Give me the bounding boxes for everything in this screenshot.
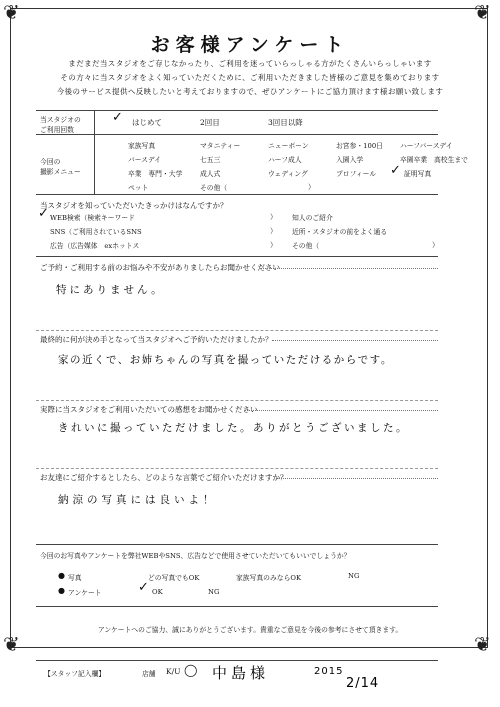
q6-survey-option-ok[interactable]: OK [152, 588, 163, 596]
q2-question: ご予約・ご利用する前のお悩みや不安がありましたらお聞かせください [40, 263, 280, 272]
bullet-icon: ● [58, 571, 65, 580]
rule [36, 330, 438, 331]
close-paren: ） [432, 241, 439, 249]
usage-option-second[interactable]: 2回目 [200, 118, 220, 127]
q6-photo-option-ng[interactable]: NG [348, 572, 360, 580]
q4-question: 実際に当スタジオをご利用いただいての感想をお聞かせください [40, 405, 258, 414]
staff-label: 【スタッフ記入欄】 [44, 670, 106, 678]
menu-option-other[interactable]: その他（ [200, 184, 228, 192]
rule [244, 410, 438, 411]
ornament-bottom-left: ❦ [3, 632, 20, 656]
rule [276, 478, 438, 479]
menu-option[interactable]: 成人式 [200, 170, 221, 178]
check-mark-icon: ✓ [112, 110, 123, 125]
rule [36, 400, 438, 401]
menu-option[interactable]: ペット [128, 184, 149, 192]
q2-answer: 特にありません。 [56, 284, 165, 296]
closing-message: アンケートへのご協力、誠にありがとうございます。貴重なご意見を今後の参考にさせて頂きます。 [97, 626, 403, 634]
q6-photo-label: 写真 [68, 574, 82, 582]
rule [94, 134, 95, 194]
rule [36, 134, 438, 135]
q6-survey-label: アンケート [68, 589, 102, 597]
bullet-icon: ● [58, 586, 65, 595]
menu-option[interactable]: プロフィール [336, 170, 377, 178]
q1-option-nearby[interactable]: 近所・スタジオの前をよく通る [292, 228, 388, 236]
q1-option-ad[interactable]: 広告（広告媒体 exホットス [50, 242, 140, 250]
close-paren: ） [270, 213, 277, 221]
rule [36, 660, 438, 661]
ornament-top-left: ❦ [3, 0, 20, 24]
usage-option-first[interactable]: はじめて [132, 118, 162, 127]
rule [272, 340, 438, 341]
q3-answer: 家の近くで、お姉ちゃんの写真を撮っていただけるからです。 [58, 354, 393, 366]
q6-photo-option-family[interactable]: 家族写真のみならOK [236, 574, 302, 582]
rule [36, 256, 438, 257]
menu-option[interactable]: お宮参・100日 [336, 142, 383, 150]
intro-line-3: 今後のサービス提供へ反映したいと考えておりますので、ぜひアンケートにご協力頂けます様お願い致します [56, 87, 444, 96]
menu-option[interactable]: マタニティー [200, 142, 241, 150]
close-paren: ） [270, 241, 277, 249]
rule [94, 110, 95, 134]
date: 2/14 [346, 676, 380, 691]
q1-option-friend[interactable]: 知人のご紹介 [292, 214, 333, 222]
check-mark-icon: ✓ [38, 206, 49, 221]
q6-survey-option-ng[interactable]: NG [208, 588, 220, 596]
q1-option-web[interactable]: WEB検索（検索キーワード [50, 214, 135, 222]
customer-name: 中島様 [212, 664, 270, 682]
menu-option-id-photo[interactable]: 証明写真 [404, 170, 432, 178]
store-circle-mark: ◯ [184, 663, 198, 677]
intro-line-1: まだまだ当スタジオをご存じなかったり、ご利用を迷っていらっしゃる方がたくさんいらっしゃいます [68, 59, 432, 68]
q1-option-sns[interactable]: SNS（ご利用されているSNS [50, 228, 142, 236]
rule [36, 544, 438, 545]
page-title: お客様アンケート [150, 34, 350, 56]
usage-option-third[interactable]: 3回目以降 [268, 118, 303, 127]
usage-label-1: 当スタジオの [40, 116, 81, 124]
year: 2015 [314, 666, 344, 677]
menu-label-1: 今回の [40, 158, 61, 166]
menu-option[interactable]: バースデイ [128, 156, 162, 164]
intro-line-2: その方々に当スタジオをよく知っていただくために、ご利用いただきました皆様のご意見を集めております [60, 73, 440, 82]
ornament-top-right: ❦ [474, 0, 491, 24]
q6-photo-option-all[interactable]: どの写真でもOK [148, 574, 200, 582]
rule [36, 110, 438, 111]
q1-option-other[interactable]: その他（ [292, 242, 320, 250]
q4-answer: きれいに撮っていただけました。ありがとうございました。 [58, 422, 409, 434]
rule [260, 268, 438, 269]
store-value: K/U [166, 667, 181, 676]
q6-question: 今回のお写真やアンケートを弊社WEBやSNS、広告などで使用させていただいてもいいでしょうか？ [40, 552, 351, 560]
q3-question: 最終的に何が決め手となって当スタジオへご予約いただけましたか？ [40, 335, 273, 344]
menu-option[interactable]: ハーフ成人 [268, 156, 302, 164]
menu-option[interactable]: 入園入学 [336, 156, 364, 164]
usage-label-2: ご利用回数 [40, 126, 74, 134]
q1-question: 当スタジオを知っていただいたきっかけはなんですか？ [40, 201, 228, 210]
ornament-bottom-right: ❦ [474, 632, 491, 656]
rule [36, 468, 438, 469]
menu-option[interactable]: ニューボーン [268, 142, 309, 150]
menu-option[interactable]: ウェディング [268, 170, 308, 178]
menu-option[interactable]: ハーフバースデイ [400, 142, 453, 150]
menu-label-2: 撮影メニュー [40, 168, 81, 176]
menu-option[interactable]: 七五三 [200, 156, 221, 164]
check-mark-icon: ✓ [138, 580, 149, 595]
close-paren: ） [308, 183, 315, 191]
store-label: 店舗 [142, 670, 156, 678]
rule [36, 606, 438, 607]
close-paren: ） [270, 227, 277, 235]
rule [36, 194, 438, 195]
menu-option[interactable]: 家族写真 [128, 142, 156, 150]
q5-question: お友達にご紹介するとしたら、どのような言葉でご紹介いただけますか？ [40, 473, 288, 482]
check-mark-icon: ✓ [390, 163, 401, 178]
menu-option[interactable]: 卒園卒業 高校生まで [400, 156, 468, 164]
q5-answer: 納涼の写真には良いよ！ [58, 494, 218, 506]
menu-option[interactable]: 卒業 専門・大学 [128, 170, 183, 178]
